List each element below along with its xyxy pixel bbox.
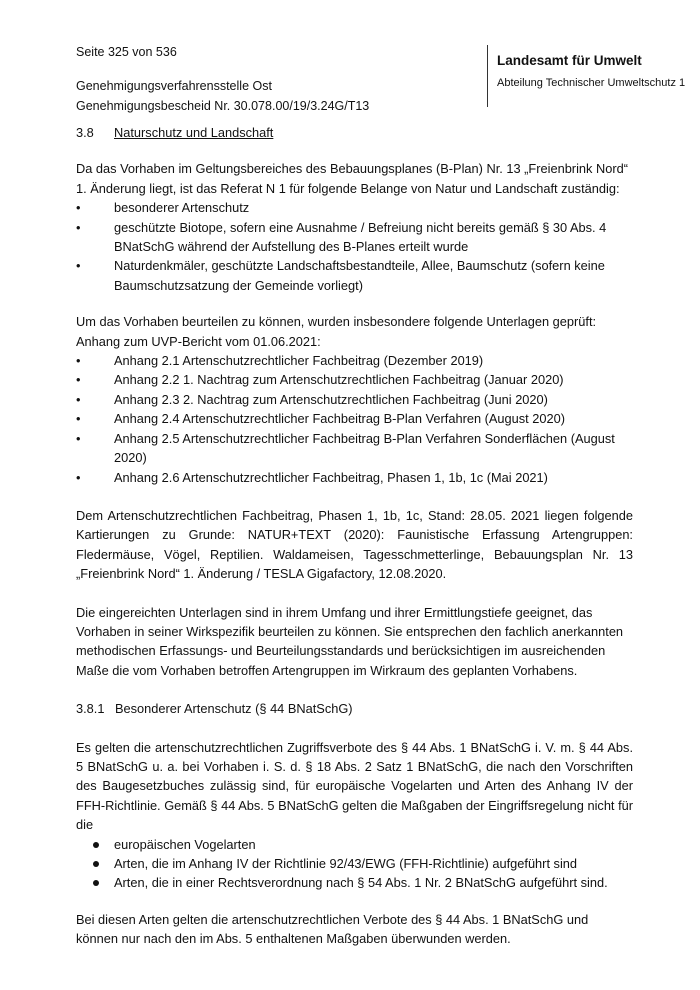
list-item: • Anhang 2.1 Artenschutzrechtlicher Fachbeitrag (Dezember 2019)	[76, 351, 633, 370]
list-item: europäischen Vogelarten	[76, 835, 633, 854]
bullet-mark: •	[76, 258, 81, 274]
bullet-dot	[76, 873, 114, 892]
prohibitions-paragraph: Es gelten die artenschutzrechtlichen Zugriffsverbote des § 44 Abs. 1 BNatSchG i. V. m. § 44 Abs. 5 BNatSchG u. a. bei Vorhaben i. S. d. § 18 Abs. 2 Satz 1 BNatSchG, die nach den Vorschriften des Baugesetzbuches zulässig sind, für europäische Vogelarten und Arten des Anhang IV der FFH-Richtlinie. Gemäß § 44 Abs. 5 BNatSchG gelten die Maßgaben der Eingriffsregelung nicht für die	[76, 739, 633, 833]
documents-list	[76, 351, 633, 487]
subsection-title: Besonderer Artenschutz (§ 44 BNatSchG)	[115, 701, 353, 717]
list-item: • Anhang 2.3 2. Nachtrag zum Artenschutzrechtlichen Fachbeitrag (Juni 2020)	[76, 390, 633, 409]
section-title: Naturschutz und Landschaft	[114, 125, 274, 140]
list-item: • Anhang 2.4 Artenschutzrechtlicher Fachbeitrag B-Plan Verfahren (August 2020)	[76, 409, 633, 428]
bullet-mark: •	[76, 353, 81, 369]
list-item: • Anhang 2.5 Artenschutzrechtlicher Fachbeitrag B-Plan Verfahren Sonderflächen (August 2020)	[76, 429, 633, 468]
bullet-mark: •	[76, 411, 81, 427]
section-number: 3.8	[76, 125, 94, 140]
intro-paragraph: Da das Vorhaben im Geltungsbereiches des Bebauungsplanes (B-Plan) Nr. 13 „Freienbrink Nord“ 1. Änderung liegt, ist das Referat N 1 für folgende Belange von Natur und Landschaft zuständig:	[76, 161, 628, 196]
annex-heading: Anhang zum UVP-Bericht vom 01.06.2021:	[76, 333, 321, 349]
assessment-paragraph: Die eingereichten Unterlagen sind in ihrem Umfang und ihrer Ermittlungstiefe geeignet, das Vorhaben in seiner Wirkspezifik beurteilen zu können. Sie entsprechen den fachlich anerkannten methodischen Erfassungs- und Beurteilungsstandards und berücksichtigen im ausreichenden Maße die vom Vorhaben betroffen Artengruppen im Wirkraum des geplanten Vorhabens.	[76, 604, 624, 678]
bullet-mark: •	[76, 430, 81, 446]
bullet-mark: •	[76, 219, 81, 235]
section-heading	[76, 123, 633, 142]
concerns-list	[76, 198, 633, 295]
bullet-mark: •	[76, 372, 81, 388]
header-right	[487, 45, 685, 107]
list-item: • Naturdenkmäler, geschützte Landschaftsbestandteile, Allee, Baumschutz (sofern keine Baumschutzsatzung der Gemeinde vorliegt)	[76, 256, 633, 295]
org-name: Landesamt für Umwelt	[497, 53, 642, 68]
documents-intro: Um das Vorhaben beurteilen zu können, wurden insbesondere folgende Unterlagen geprüft:	[76, 314, 597, 330]
subsection-heading	[76, 699, 633, 718]
closing-paragraph: Bei diesen Arten gelten die artenschutzrechtlichen Verbote des § 44 Abs. 1 BNatSchG und können nur nach den im Abs. 5 enthaltenen Maßgaben überwunden werden.	[76, 911, 589, 947]
bullet-dot	[76, 854, 114, 873]
bullet-mark: •	[76, 200, 81, 216]
list-item: • geschützte Biotope, sofern eine Ausnahme / Befreiung nicht bereits gemäß § 30 Abs. 4 BNatSchG während der Aufstellung des B-Planes erteilt wurde	[76, 218, 633, 257]
office-name: Genehmigungsverfahrensstelle Ost	[76, 79, 272, 93]
header-left	[76, 42, 369, 116]
list-item: • Anhang 2.6 Artenschutzrechtlicher Fachbeitrag, Phasen 1, 1b, 1c (Mai 2021)	[76, 468, 633, 487]
bullet-dot	[76, 835, 114, 854]
species-list	[76, 835, 633, 893]
subsection-number: 3.8.1	[76, 701, 105, 717]
bullet-mark: •	[76, 469, 81, 485]
list-item: • Anhang 2.2 1. Nachtrag zum Artenschutzrechtlichen Fachbeitrag (Januar 2020)	[76, 370, 633, 389]
decision-reference: Genehmigungsbescheid Nr. 30.078.00/19/3.24G/T13	[76, 99, 370, 113]
bullet-mark: •	[76, 391, 81, 407]
list-item: Arten, die im Anhang IV der Richtlinie 92/43/EWG (FFH-Richtlinie) aufgeführt sind	[76, 854, 633, 873]
department-name: Abteilung Technischer Umweltschutz 1	[497, 77, 686, 89]
list-item: • besonderer Artenschutz	[76, 198, 633, 217]
page-info: Seite 325 von 536	[76, 45, 177, 59]
mapping-paragraph: Dem Artenschutzrechtlichen Fachbeitrag, Phasen 1, 1b, 1c, Stand: 28.05. 2021 liegen folgende Kartierungen zu Grunde: NATUR+TEXT (2020): Faunistische Erfassung Artengruppen: Fledermäuse, Vögel, Reptilien. Waldameisen, Tagesschmetterlinge, Bebauungsplan Nr. 13 „Freienbrink Nord“ 1. Änderung / TESLA Gigafactory, 12.08.2020.	[76, 507, 633, 582]
list-item: Arten, die in einer Rechtsverordnung nach § 54 Abs. 1 Nr. 2 BNatSchG aufgeführt sind.	[76, 873, 633, 892]
content	[76, 123, 633, 949]
